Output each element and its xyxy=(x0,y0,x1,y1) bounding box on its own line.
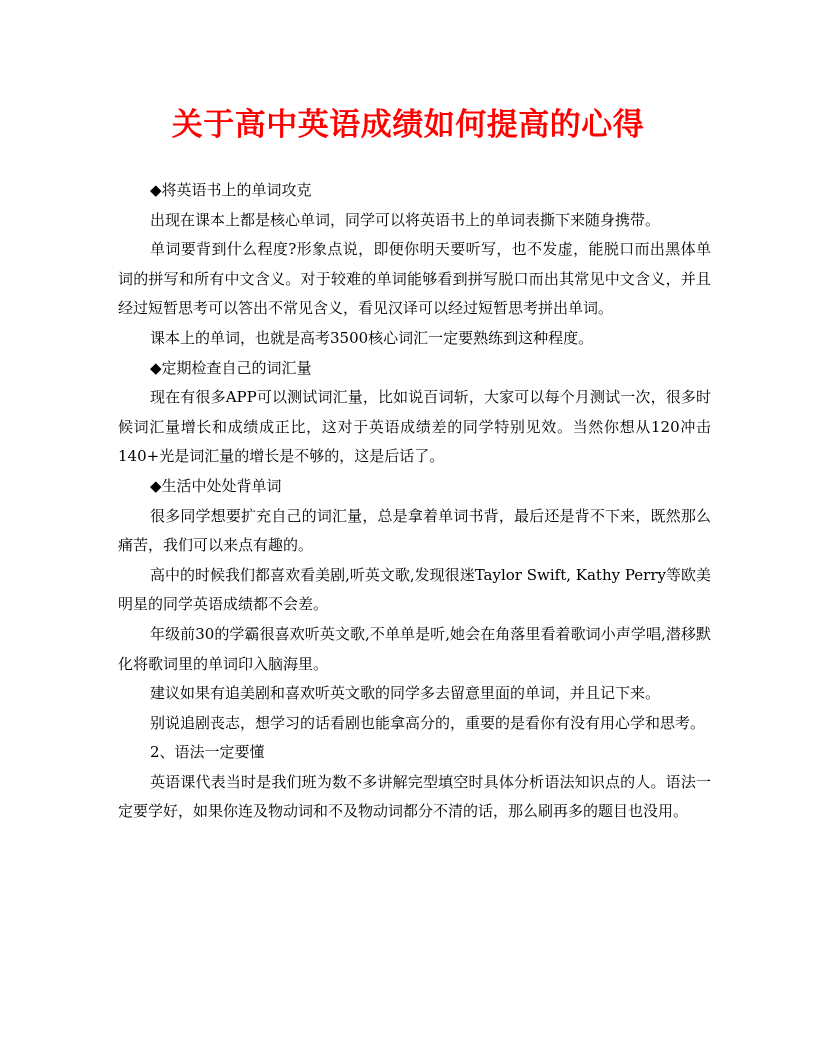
document-title: 关于高中英语成绩如何提高的心得 xyxy=(171,107,645,143)
paragraph: 建议如果有追美剧和喜欢听英文歌的同学多去留意里面的单词，并且记下来。 xyxy=(150,684,661,703)
paragraph: 别说追剧丧志，想学习的话看剧也能拿高分的，重要的是看你有没有用心学和思考。 xyxy=(150,713,706,732)
paragraph: 年级前30的学霸很喜欢听英文歌,不单单是听,她会在角落里看着歌词小声学唱,潜移默化将歌词里的单词印入脑海里。 xyxy=(118,624,711,673)
paragraph: 课本上的单词，也就是高考3500核心词汇一定要熟练到这种程度。 xyxy=(150,328,594,347)
paragraph: 英语课代表当时是我们班为数不多讲解完型填空时具体分析语法知识点的人。语法一定要学好，如果你连及物动词和不及物动词都分不清的话，那么刷再多的题目也没用。 xyxy=(118,772,711,821)
paragraph: 现在有很多APP可以测试词汇量，比如说百词斩，大家可以每个月测试一次，很多时候词汇量增长和成绩成正比，这对于英语成绩差的同学特别见效。当然你想从120冲击140+光是词汇量的增长是不够的，这是后话了。 xyxy=(118,388,711,466)
section-heading-vocabulary: ◆将英语书上的单词攻克 xyxy=(150,181,312,199)
section-heading-check-vocabulary: ◆定期检查自己的词汇量 xyxy=(150,358,312,377)
paragraph: 单词要背到什么程度?形象点说，即便你明天要听写，也不发虚，能脱口而出黑体单词的拼写和所有中文含义。对于较难的单词能够看到拼写脱口而出其常见中文含义，并且经过短暂思考可以答出不常见含义，看见汉译可以经过短暂思考拼出单词。 xyxy=(118,240,711,318)
paragraph: 出现在课本上都是核心单词，同学可以将英语书上的单词表撕下来随身携带。 xyxy=(150,210,661,229)
document-body xyxy=(118,176,711,827)
paragraph: 很多同学想要扩充自己的词汇量，总是拿着单词书背，最后还是背不下来，既然那么痛苦，我们可以来点有趣的。 xyxy=(118,506,711,555)
section-heading-daily-words: ◆生活中处处背单词 xyxy=(150,476,282,495)
section-heading-grammar: 2、语法一定要懂 xyxy=(150,743,265,762)
paragraph: 高中的时候我们都喜欢看美剧,听英文歌,发现很迷Taylor Swift, Kathy Perry等欧美明星的同学英语成绩都不会差。 xyxy=(118,565,711,614)
